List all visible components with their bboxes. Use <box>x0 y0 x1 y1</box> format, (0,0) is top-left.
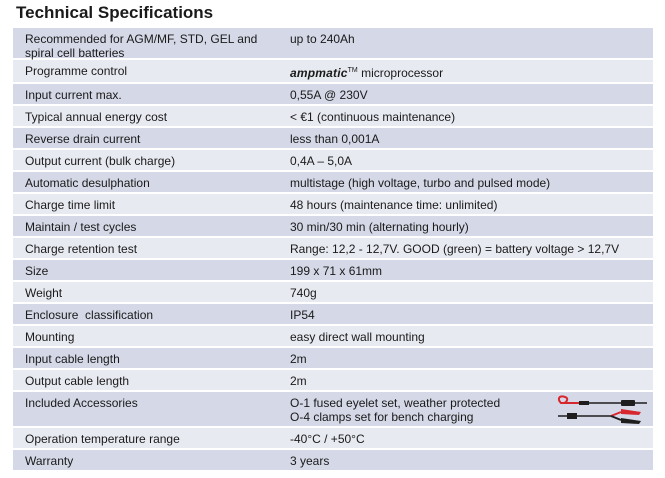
spec-label: Output current (bulk charge) <box>25 154 176 168</box>
spec-value: Range: 12,2 - 12,7V. GOOD (green) = battery voltage > 12,7V <box>290 242 620 256</box>
spec-row-input-cable <box>13 348 653 370</box>
spec-row-input-current <box>13 84 653 106</box>
spec-row-energy-cost <box>13 106 653 128</box>
spec-label: Operation temperature range <box>25 432 180 446</box>
spec-label: Typical annual energy cost <box>25 110 168 124</box>
page-title: Technical Specifications <box>16 3 214 22</box>
spec-label: Size <box>25 264 49 278</box>
accessory-item: O-1 fused eyelet set, weather protected <box>290 396 501 410</box>
spec-value: < €1 (continuous maintenance) <box>290 110 456 124</box>
spec-value: multistage (high voltage, turbo and pulsed mode) <box>290 176 551 190</box>
spec-value: 0,55A @ 230V <box>290 88 368 102</box>
spec-label: Reverse drain current <box>25 132 141 146</box>
spec-label: Charge time limit <box>25 198 116 212</box>
spec-value: easy direct wall mounting <box>290 330 425 344</box>
spec-label: Input current max. <box>25 88 122 102</box>
spec-row-reverse-drain <box>13 128 653 150</box>
spec-value: 740g <box>290 286 317 300</box>
spec-label: Output cable length <box>25 374 130 388</box>
spec-value: 0,4A – 5,0A <box>290 154 353 168</box>
spec-row-output-cable <box>13 370 653 392</box>
spec-value <box>289 60 653 80</box>
spec-value: 2m <box>290 352 307 366</box>
spec-label: Mounting <box>25 330 75 344</box>
spec-label: Recommended for AGM/MF, STD, GEL and spiral cell batteries <box>25 32 258 60</box>
spec-label: Included Accessories <box>25 396 138 410</box>
spec-label: Input cable length <box>25 352 120 366</box>
spec-label: Charge retention test <box>25 242 138 256</box>
spec-value: up to 240Ah <box>290 32 355 46</box>
spec-label: Enclosure classification <box>25 308 154 322</box>
spec-label: Programme control <box>25 64 128 78</box>
accessories-cables-image <box>555 392 651 426</box>
spec-value-text: microprocessor <box>357 66 444 80</box>
spec-label: Maintain / test cycles <box>25 220 137 234</box>
spec-value: 2m <box>290 374 307 388</box>
spec-value: IP54 <box>290 308 315 322</box>
spec-value: 30 min/30 min (alternating hourly) <box>290 220 469 234</box>
spec-row-operation-temp <box>13 428 653 450</box>
spec-label: Warranty <box>25 454 74 468</box>
spec-row-weight <box>13 282 653 304</box>
trademark-mark: TM <box>347 67 358 74</box>
spec-row-size <box>13 260 653 282</box>
spec-value: less than 0,001A <box>290 132 380 146</box>
spec-table <box>13 28 653 472</box>
spec-value: 48 hours (maintenance time: unlimited) <box>290 198 498 212</box>
spec-row-enclosure <box>13 304 653 326</box>
spec-row-desulphation <box>13 172 653 194</box>
spec-row-charge-time <box>13 194 653 216</box>
spec-row-accessories <box>13 392 653 428</box>
accessory-item: O-4 clamps set for bench charging <box>290 410 474 424</box>
spec-value: -40°C / +50°C <box>290 432 365 446</box>
spec-row-recommended <box>13 28 653 60</box>
spec-row-output-current <box>13 150 653 172</box>
spec-row-cycles <box>13 216 653 238</box>
ampmatic-logo: ampmatic <box>290 66 348 80</box>
spec-row-warranty <box>13 450 653 472</box>
spec-label: Automatic desulphation <box>25 176 150 190</box>
spec-label: Weight <box>25 286 63 300</box>
spec-row-mounting <box>13 326 653 348</box>
spec-value: 199 x 71 x 61mm <box>290 264 383 278</box>
spec-row-retention-test <box>13 238 653 260</box>
spec-row-programme-control <box>13 60 653 84</box>
spec-value: 3 years <box>290 454 330 468</box>
spec-value <box>289 392 653 424</box>
